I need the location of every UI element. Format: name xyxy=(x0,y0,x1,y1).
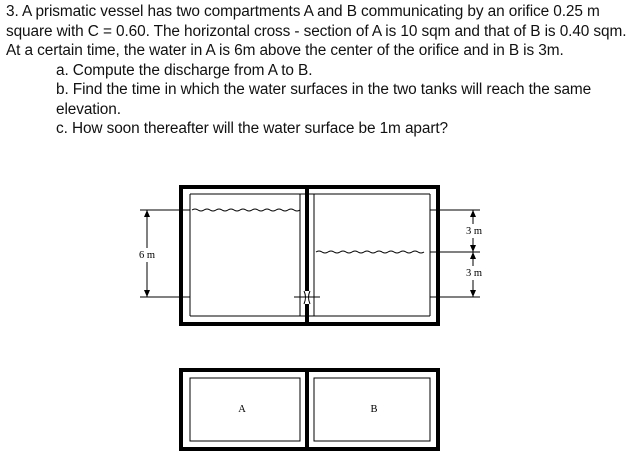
dim-label-3m-bottom: 3 m xyxy=(465,268,483,279)
part-a: a. Compute the discharge from A to B. xyxy=(56,61,313,79)
water-surface-a xyxy=(192,209,300,211)
dim-label-6m: 6 m xyxy=(138,250,156,261)
vessel-plan-outline xyxy=(181,370,438,449)
water-surface-b xyxy=(316,251,424,253)
compartment-b-label: B xyxy=(370,404,378,415)
part-c: c. How soon thereafter will the water surface be 1m apart? xyxy=(56,120,448,137)
dim-label-3m-top: 3 m xyxy=(465,226,483,237)
part-b: b. Find the time in which the water surfaces in the two tanks will reach the same elevation. xyxy=(56,81,592,118)
compartment-a-label: A xyxy=(238,404,246,415)
problem-stem: 3. A prismatic vessel has two compartments A and B communicating by an orifice 0.25 m square with C = 0.60. The horizontal cross - section of A is 10 sqm and that of B is 0.40 sqm. At a certain time, the water in A is 6m above the center of the orifice and in B is 3m. xyxy=(6,3,627,59)
